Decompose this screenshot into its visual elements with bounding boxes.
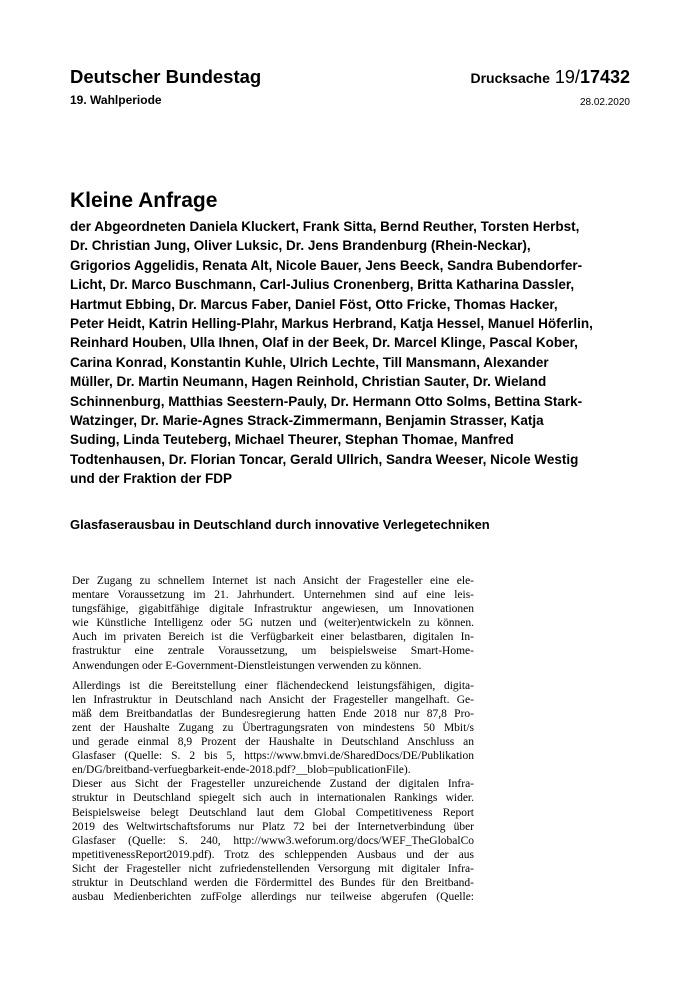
body-line: tungsfähige, gigabitfähige digitale Infrastruktur angewiesen, um Innovationen — [72, 603, 474, 616]
body-line: Glasfaser (Quelle: S. 2 bis 5, https://www.bmvi.de/SharedDocs/DE/Publikation — [72, 750, 474, 763]
body-line: Anwendungen oder E-Government-Dienstleistungen verwenden zu können. — [72, 659, 422, 672]
authors-line: Reinhard Houben, Ulla Ihnen, Olaf in der Beek, Dr. Marcel Klinge, Pascal Kober, — [70, 335, 578, 351]
authors-line: Peter Heidt, Katrin Helling-Plahr, Markus Herbrand, Katja Hessel, Manuel Höferlin, — [70, 316, 593, 332]
body-line: wie Künstliche Intelligenz oder 5G nutzen und (weiter)entwickeln zu können. — [72, 617, 474, 630]
paragraph-1 — [72, 574, 474, 673]
body-line: Sicht der Fragesteller nicht zufriedenstellenden Versorgung mit digitaler Infra- — [72, 862, 474, 875]
document-type: Kleine Anfrage — [70, 189, 218, 212]
body-line: struktur in Deutschland spiegelt sich auch in internationalen Rankings wider. — [72, 792, 474, 805]
body-line: struktur in Deutschland werden die Fördermittel des Bundes für den Breitband- — [72, 876, 474, 889]
body-line: 2019 des Weltwirtschaftsforums nur Platz 72 bei der Internetverbindung über — [72, 820, 474, 833]
body-text — [72, 574, 474, 910]
authors-line: Licht, Dr. Marco Buschmann, Carl-Julius Cronenberg, Britta Katharina Dassler, — [70, 277, 575, 293]
body-line: und gerade einmal 8,9 Prozent der Haushalte in Deutschland Anschluss an — [72, 736, 474, 749]
body-line: en/DG/breitband-verfuegbarkeit-ende-2018.pdf?__blob=publicationFile). — [72, 764, 411, 777]
body-line: Dieser aus Sicht der Fragesteller unzureichende Zustand der digitalen Infra- — [72, 778, 474, 791]
institution-name: Deutscher Bundestag — [70, 66, 262, 87]
paragraph-2 — [72, 679, 474, 905]
header-left — [70, 66, 261, 107]
header-right — [471, 66, 631, 108]
authors-line: Schinnenburg, Matthias Seestern-Pauly, Dr. Hermann Otto Solms, Bettina Stark- — [70, 393, 583, 409]
authors-line: der Abgeordneten Daniela Kluckert, Frank Sitta, Bernd Reuther, Torsten Herbst, — [70, 219, 580, 234]
authors-line: und der Fraktion der FDP — [70, 471, 233, 487]
document-subject: Glasfaserausbau in Deutschland durch innovative Verlegetechniken — [70, 517, 490, 532]
authors-line: Carina Konrad, Konstantin Kuhle, Ulrich Lechte, Till Mansmann, Alexander — [70, 354, 549, 370]
body-line: mpetitivenessReport2019.pdf). Trotz des schleppenden Ausbaus und der aus — [72, 848, 474, 861]
body-line: Der Zugang zu schnellem Internet ist nach Ansicht der Fragesteller eine ele- — [72, 575, 474, 587]
authors-line: Müller, Dr. Martin Neumann, Hagen Reinhold, Christian Sauter, Dr. Wieland — [70, 374, 547, 390]
legislative-period: 19. Wahlperiode — [70, 93, 162, 107]
authors-line: Grigorios Aggelidis, Renata Alt, Nicole Bauer, Jens Beeck, Sandra Bubendorfer- — [70, 257, 583, 273]
body-line: ausbau Medienberichten zufFolge allerdings nur teilweise abgerufen (Quelle: — [72, 891, 474, 904]
body-line: Glasfaser (Quelle: S. 240, http://www3.weforum.org/docs/WEF_TheGlobalCo — [72, 834, 474, 847]
authors-line: Dr. Christian Jung, Oliver Luksic, Dr. Jens Brandenburg (Rhein-Neckar), — [70, 238, 531, 254]
drucksache-number — [471, 66, 631, 89]
authors-line: Watzinger, Dr. Marie-Agnes Strack-Zimmermann, Benjamin Strasser, Katja — [70, 413, 544, 429]
document-date: 28.02.2020 — [579, 97, 630, 108]
body-line: mentare Voraussetzung im 21. Jahrhundert. Unternehmen sind auf eine leis- — [72, 589, 474, 602]
body-line: mäß dem Breitbandatlas der Bundesregierung hatten Ende 2018 nur 87,8 Pro- — [72, 707, 474, 720]
body-line: Auch im privaten Bereich ist die Verfügbarkeit einer belastbaren, digitalen In- — [72, 631, 474, 644]
drucksache-period: 19/ — [554, 67, 580, 87]
drucksache-label: Drucksache — [470, 70, 550, 86]
body-line: Beispielsweise belegt Deutschland laut dem Global Competitiveness Report — [72, 806, 474, 819]
body-line: zent der Haushalte Zugang zu Übertragungsraten von mindestens 50 Mbit/s — [72, 721, 474, 734]
authors-line: Suding, Linda Teuteberg, Michael Theurer, Stephan Thomae, Manfred — [70, 432, 514, 448]
body-line: len Infrastruktur in Deutschland nach Ansicht der Fragesteller mangelhaft. Ge- — [72, 693, 474, 706]
authors-line: Todtenhausen, Dr. Florian Toncar, Gerald Ullrich, Sandra Weeser, Nicole Westig — [70, 451, 579, 467]
drucksache-value: 17432 — [579, 67, 630, 87]
authors-line: Hartmut Ebbing, Dr. Marcus Faber, Daniel Föst, Otto Fricke, Thomas Hacker, — [70, 296, 558, 312]
body-line: frastruktur eine zentrale Voraussetzung, um beispielsweise Smart-Home- — [72, 645, 474, 658]
authors-block — [70, 217, 632, 489]
body-line: Allerdings ist die Bereitstellung einer flächendeckend leistungsfähigen, digita- — [72, 679, 474, 692]
